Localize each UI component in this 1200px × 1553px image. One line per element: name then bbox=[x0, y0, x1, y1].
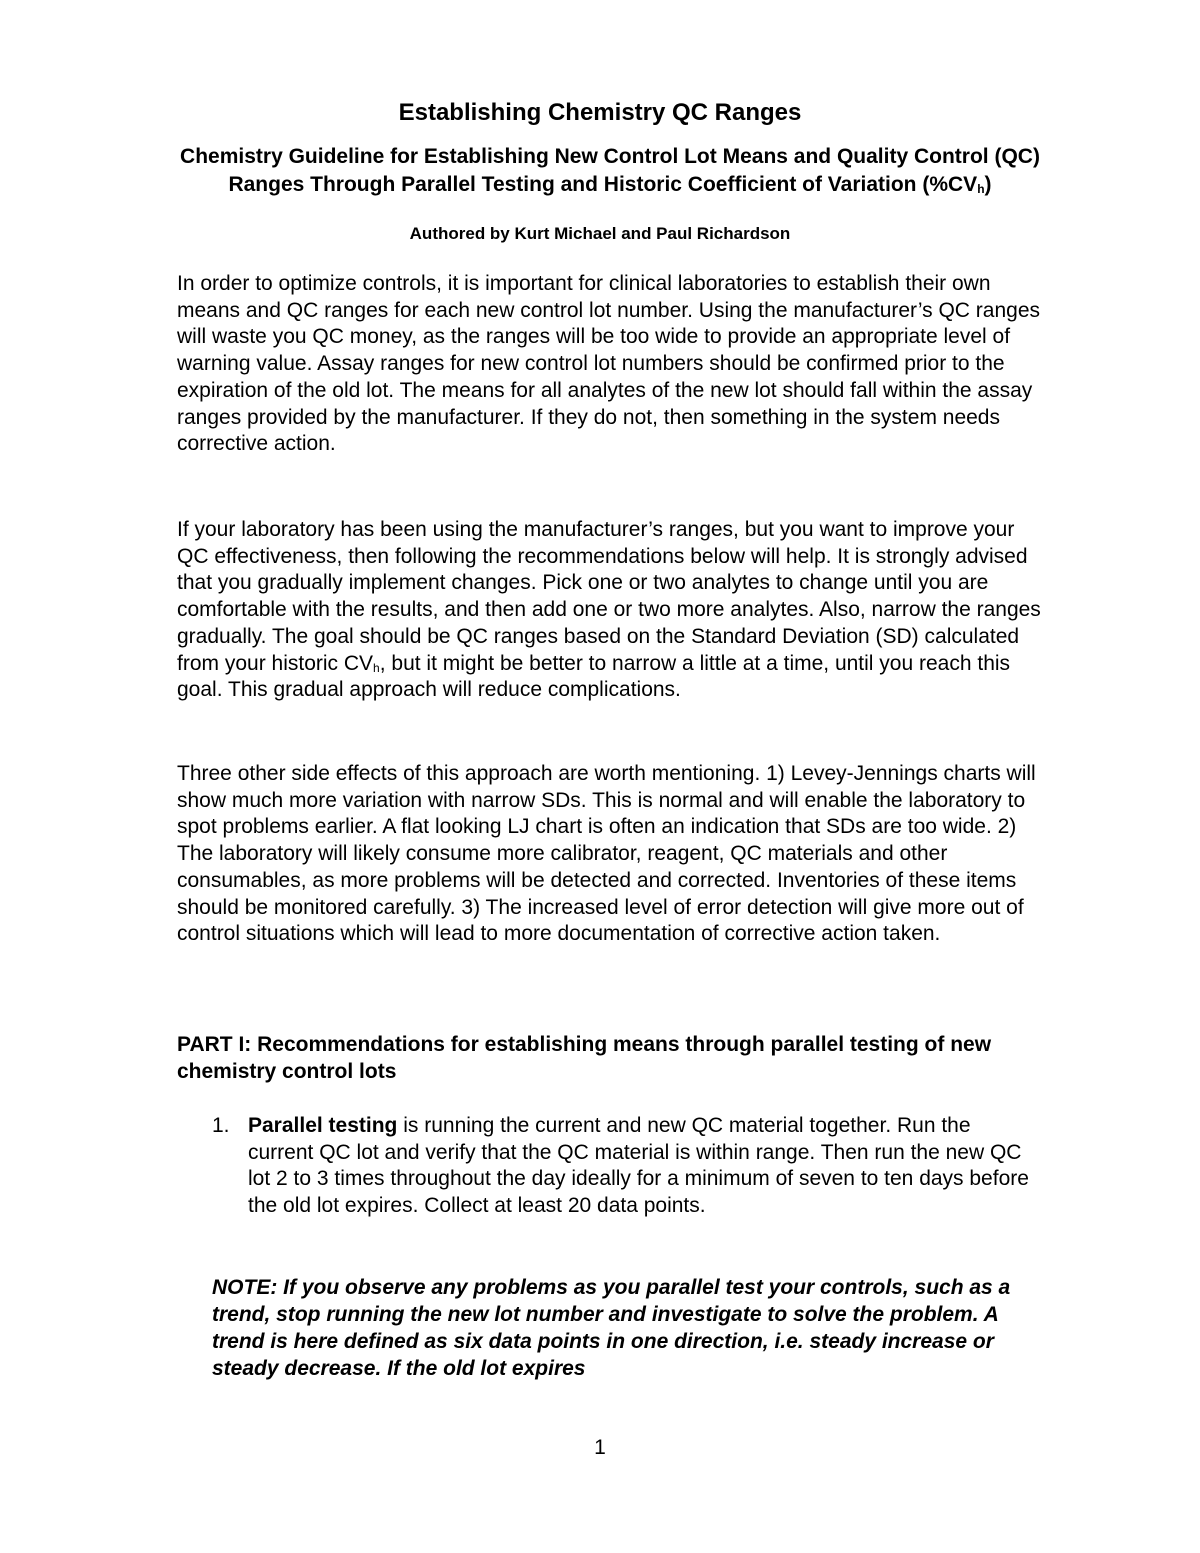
paragraph-2-text: If your laboratory has been using the manufacturer’s ranges, but you want to improve your QC effectiveness, then following the recommendations below will help. It is strongly advised that you gradually implement changes. Pick one or two analytes to change until you are comfortable with the results, and then add one or two more analytes. Also, narrow the ranges gradually. The goal should be QC ranges based on the Standard Deviation (SD) calculated from your historic CV bbox=[177, 518, 1041, 675]
paragraph-intro: In order to optimize controls, it is important for clinical laboratories to establish their own means and QC ranges for each new control lot number. Using the manufacturer’s QC ranges will waste you QC money, as the ranges will be too wide to provide an appropriate level of warning value. Assay ranges for new control lot numbers should be confirmed prior to the expiration of the old lot. The means for all analytes of the new lot should fall within the assay ranges provided by the manufacturer. If they do not, then something in the system needs corrective action. bbox=[177, 272, 1040, 456]
part-1-heading: PART I: Recommendations for establishing means through parallel testing of new chemistry control lots bbox=[177, 1033, 992, 1083]
paragraph-2-end: , but it might be better to narrow a little at a time, until you reach this goal. This gradual approach will reduce complications. bbox=[177, 651, 1011, 702]
note-paragraph: NOTE: If you observe any problems as you parallel test your controls, such as a trend, stop running the new lot number and investigate to solve the problem. A trend is here defined as six data points in one direction, i.e. steady increase or steady decrease. If the old lot expires bbox=[212, 1276, 1011, 1380]
document-authors: Authored by Kurt Michael and Paul Richardson bbox=[409, 224, 791, 243]
list-item-body: is running the current and new QC material together. Run the current QC lot and verify that the QC material is within range. Then run the new QC lot 2 to 3 times throughout the day ideally for a minimum of seven to ten days before the old lot expires. Collect at least 20 data points. bbox=[248, 1114, 1029, 1218]
paragraph-recommendations bbox=[177, 517, 1047, 704]
subtitle-text: Chemistry Guideline for Establishing New Control Lot Means and Quality Control (QC) Ranges Through Parallel Testing and Historic Coefficient of Variation (%CV bbox=[180, 145, 1040, 196]
paragraph-side-effects: Three other side effects of this approach are worth mentioning. 1) Levey-Jennings charts will show much more variation with narrow SDs. This is normal and will enable the laboratory to spot problems earlier. A flat looking LJ chart is often an indication that SDs are too wide. 2) The laboratory will likely consume more calibrator, reagent, QC materials and other consumables, as more problems will be detected and corrected. Inventories of these items should be monitored carefully. 3) The increased level of error detection will give more out of control situations which will lead to more documentation of corrective action taken. bbox=[177, 762, 1036, 946]
subtitle-subscript: h bbox=[977, 182, 985, 196]
document-subtitle bbox=[150, 143, 1070, 199]
subtitle-close: ) bbox=[984, 173, 992, 196]
paragraph-2-subscript: h bbox=[373, 660, 380, 675]
document-title: Establishing Chemistry QC Ranges bbox=[398, 99, 802, 126]
list-item-text bbox=[248, 1113, 1038, 1220]
list-item-term: Parallel testing bbox=[248, 1114, 398, 1137]
list-item-number: 1. bbox=[212, 1114, 230, 1137]
page-number: 1 bbox=[594, 1436, 606, 1459]
